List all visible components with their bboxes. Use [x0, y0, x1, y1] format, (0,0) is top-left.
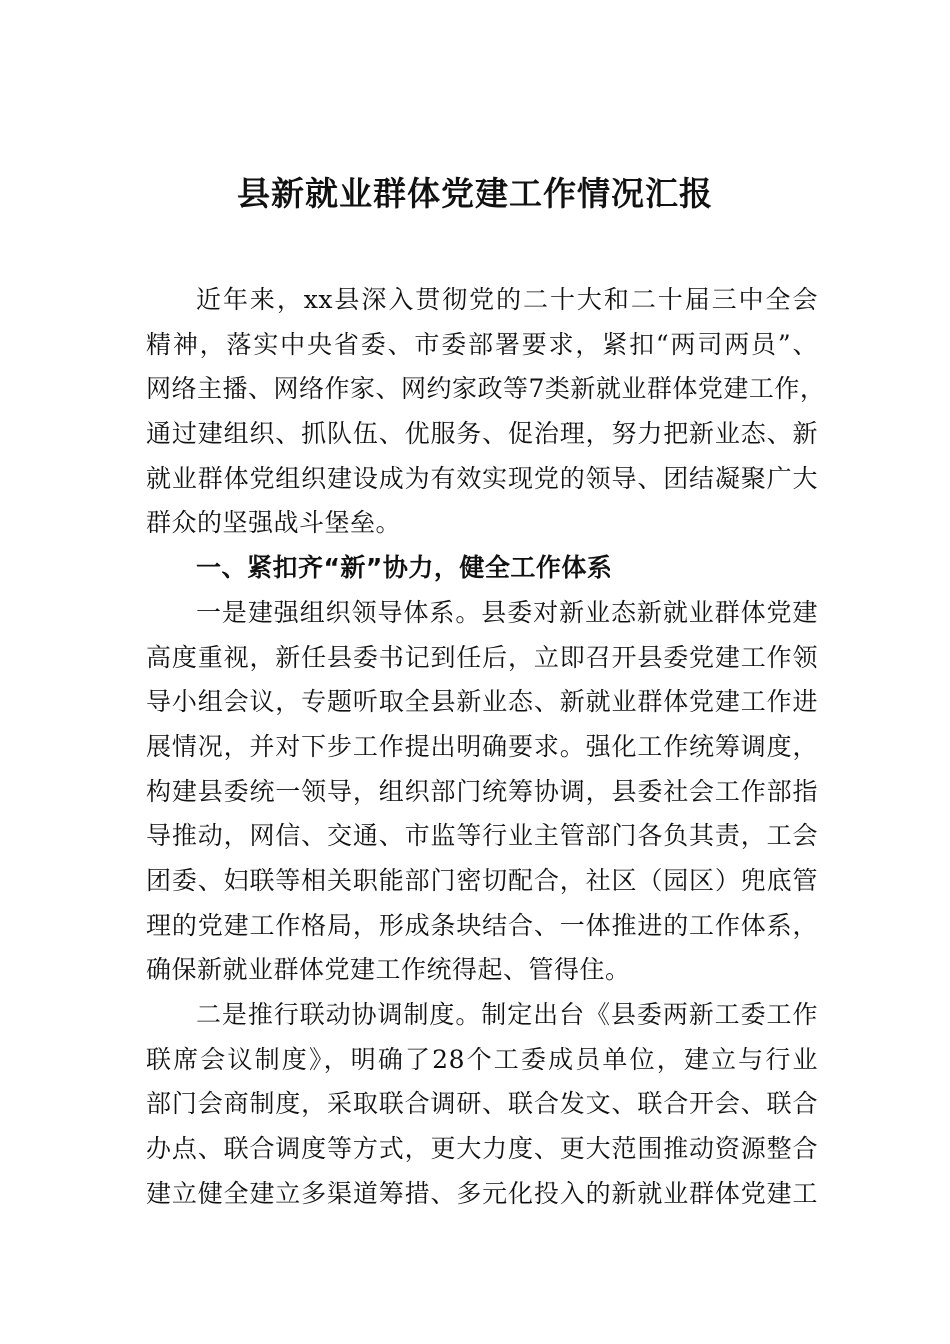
paragraph-line: 导推动，网信、交通、市监等行业主管部门各负其责，工会: [146, 821, 818, 851]
paragraph-line: 精神，落实中央省委、市委部署要求，紧扣“两司两员”、: [146, 329, 818, 359]
paragraph-line: 理的党建工作格局，形成条块结合、一体推进的工作体系，: [146, 910, 818, 940]
section-heading: 一、紧扣齐“新”协力，健全工作体系: [196, 553, 613, 583]
paragraph-line: 网络主播、网络作家、网约家政等7类新就业群体党建工作，: [146, 374, 826, 404]
paragraph-line: 通过建组织、抓队伍、优服务、促治理，努力把新业态、新: [146, 419, 818, 449]
paragraph-organization-system: [146, 591, 818, 993]
paragraph-line: 联席会议制度》，明确了28个工委成员单位，建立与行业: [146, 1044, 818, 1074]
paragraph-line: 一是建强组织领导体系。县委对新业态新就业群体党建: [196, 597, 818, 627]
paragraph-line: 导小组会议，专题听取全县新业态、新就业群体党建工作进: [146, 687, 818, 717]
paragraph-line: 团委、妇联等相关职能部门密切配合，社区（园区）兜底管: [146, 865, 818, 895]
document-title: 县新就业群体党建工作情况汇报: [237, 174, 713, 213]
paragraph-line: 建立健全建立多渠道筹措、多元化投入的新就业群体党建工: [146, 1178, 818, 1208]
paragraph-line: 部门会商制度，采取联合调研、联合发文、联合开会、联合: [146, 1089, 818, 1119]
paragraph-line: 展情况，并对下步工作提出明确要求。强化工作统筹调度，: [146, 731, 818, 761]
paragraph-line: 二是推行联动协调制度。制定出台《县委两新工委工作: [196, 1000, 818, 1029]
paragraph-line: 确保新就业群体党建工作统得起、管得住。: [146, 955, 631, 985]
paragraph-coordination-system: [146, 993, 818, 1216]
paragraph-line: 高度重视，新任县委书记到任后，立即召开县委党建工作领: [146, 642, 818, 672]
document-body: [146, 278, 826, 1216]
paragraph-line: 就业群体党组织建设成为有效实现党的领导、团结凝聚广大: [146, 463, 818, 493]
intro-paragraph: [146, 278, 826, 546]
paragraph-line: 构建县委统一领导，组织部门统筹协调，县委社会工作部指: [146, 776, 818, 806]
paragraph-line: 近年来，xx县深入贯彻党的二十大和二十届三中全会: [196, 285, 818, 314]
paragraph-line: 办点、联合调度等方式，更大力度、更大范围推动资源整合: [146, 1134, 818, 1164]
paragraph-line: 群众的坚强战斗堡垒。: [146, 508, 402, 538]
